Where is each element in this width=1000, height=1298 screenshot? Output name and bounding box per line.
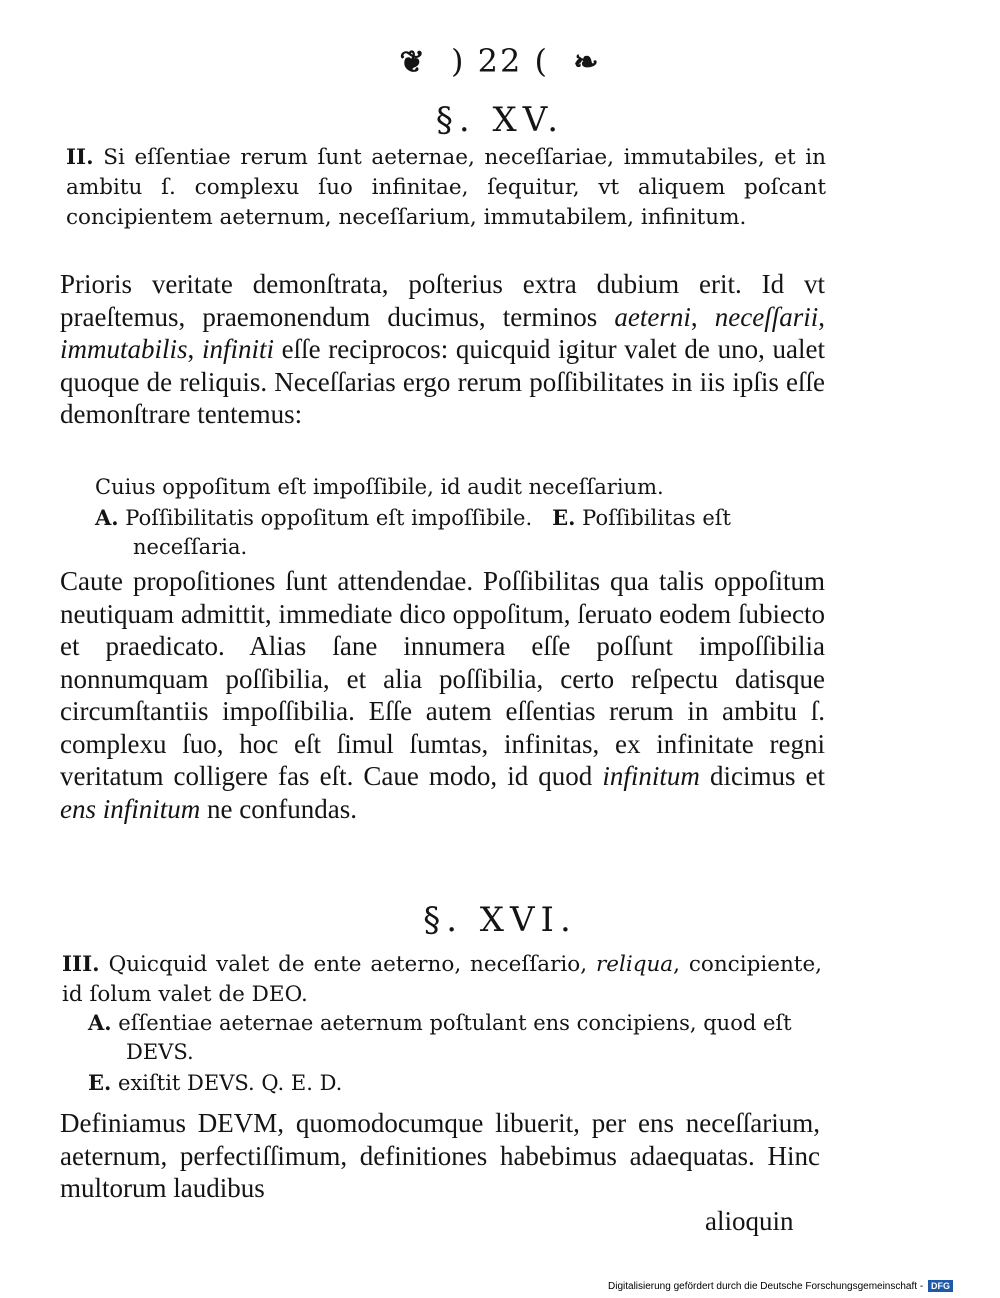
term-ens-infinitum: ens infinitum <box>60 793 201 824</box>
right-ornament-icon: ❧ <box>573 45 601 80</box>
proposition-number: III. <box>62 952 100 977</box>
prop-text-b: , concipiente, id ſolum valet de DEO. <box>62 952 822 1007</box>
proof-a-e <box>95 503 820 562</box>
term-infinitum: infinitum <box>602 761 700 791</box>
para2-text-a: Caute propoſitiones ſunt attendendae. Poſſibilitas qua talis oppoſitum neutiquam admittit, immediate dico oppoſitum, ſeruato eodem ſubiecto et praedicato. Alias ſane innumera eſſe poſſunt impoſſibilia nonnumquam poſſibilia, et alia poſſibilia, certo reſpectu datisque circumſtantiis impoſſibilia. Eſſe autem eſſentias rerum in ambitu ſ. complexu ſuo, hoc eſt ſimul ſumtas, infinitas, ex infinitate regni veritatum colligere fas eſt. Caue modo, id quod <box>60 566 825 791</box>
catchword: alioquin <box>705 1206 794 1236</box>
term-infiniti: infiniti <box>201 334 274 364</box>
label-a: A. <box>88 1010 112 1035</box>
paragraph-3: Definiamus DEVM, quomodocumque libuerit, per ens neceſſarium, aeternum, perfectiſſimum, definitiones habebimus adaequatas. Hinc multorum laudibus <box>60 1108 820 1203</box>
term-immutabilis: immutabilis <box>60 334 188 364</box>
left-paren: ) <box>450 42 466 80</box>
proposition-text: Si eſſentiae rerum ſunt aeternae, neceſſariae, immutabiles, et in ambitu ſ. complexu ſuo infinitae, ſequitur, vt aliquem poſcant concipientem aeternum, neceſſarium, immutabilem, infinitum. <box>66 145 826 230</box>
text-a: Poſſibilitatis oppoſitum eſt impoſſibile. <box>125 506 533 530</box>
label-e: E. <box>552 505 576 530</box>
text-e: exiſtit DEVS. Q. E. D. <box>118 1071 343 1095</box>
dfg-logo: DFG <box>928 1280 953 1292</box>
para1-text-a: Prioris veritate demonſtrata, poſterius extra dubium erit. Id vt praeſtemus, praemonendum ducimus, terminos <box>60 269 825 332</box>
label-e: E. <box>88 1070 112 1095</box>
para1-text-b: eſſe reciprocos: quicquid igitur valet de uno, ualet quoque de reliquis. Neceſſarias ergo rerum poſſibilitates in iis ipſis eſſe demonſtrare tentemus: <box>60 334 825 429</box>
paragraph-2 <box>60 565 825 825</box>
prop-text-a: Quicquid valet de ente aeterno, neceſſario, <box>108 952 596 977</box>
page-header <box>0 42 1000 80</box>
footer-text: Digitalisierung gefördert durch die Deutsche Forschungsgemeinschaft - <box>608 1281 924 1292</box>
definition-line: Cuius oppoſitum eſt impoſſibile, id audit neceſſarium. <box>95 475 664 499</box>
term-necessarii: neceſſarii <box>714 301 819 332</box>
page-number: 22 <box>477 42 523 80</box>
label-a: A. <box>95 505 119 530</box>
left-ornament-icon: ❦ <box>399 45 427 80</box>
term-aeterni: aeterni <box>614 301 691 332</box>
proof-a <box>88 1008 818 1067</box>
text-a: eſſentiae aeternae aeternum poſtulant ens concipiens, quod eſt DEVS. <box>118 1011 792 1064</box>
para2-text-b: ne confundas. <box>200 793 357 824</box>
proposition-number: II. <box>66 145 94 170</box>
section-heading-xvi: §. XVI. <box>423 900 577 940</box>
proposition-iii <box>62 950 822 1010</box>
right-paren: ( <box>534 42 550 80</box>
text-e: Poſſibilitas eſt neceſſaria. <box>133 506 731 559</box>
proof-e <box>88 1068 818 1098</box>
section-heading-xv: §. XV. <box>435 100 565 140</box>
paragraph-1: Prioris veritate demonſtrata, poſterius extra dubium erit. Id vt praeſtemus, praemonendum ducimus, terminos aeterni, neceſſarii, immutabilis, infiniti eſſe reciprocos: quicquid igitur valet de uno, ualet quoque de reliquis. Neceſſarias ergo rerum poſſibilitates in iis ipſis eſſe demonſtrare tentemus: <box>60 269 826 429</box>
proposition-ii <box>66 143 826 233</box>
para2-text-mid: dicimus et <box>699 761 825 791</box>
digitization-footer <box>608 1280 953 1292</box>
term-reliqua: reliqua <box>595 952 674 977</box>
